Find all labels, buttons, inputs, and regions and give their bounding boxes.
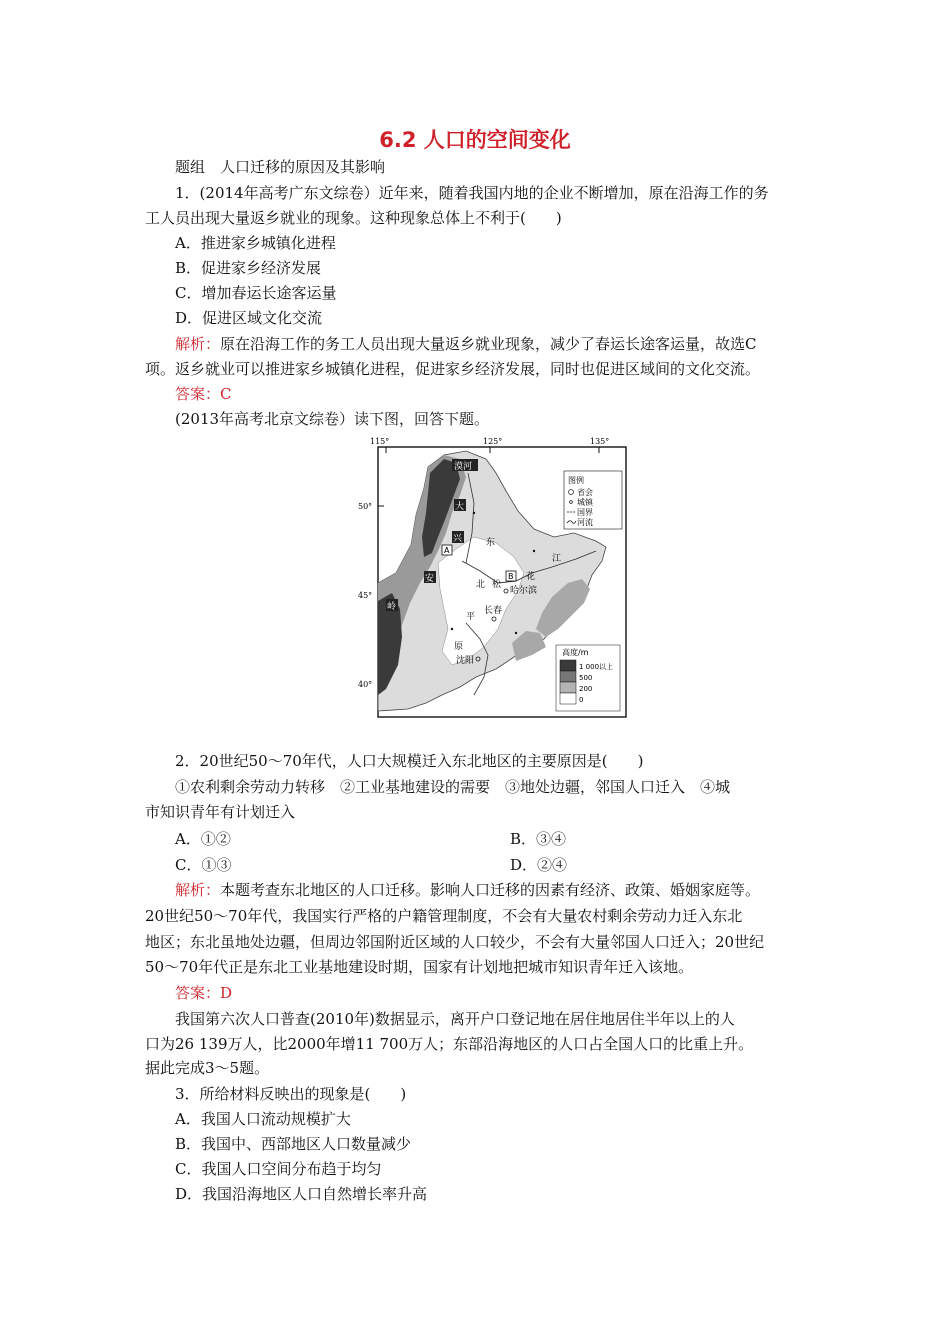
q3-stem: 3．所给材料反映出的现象是( ): [175, 1085, 407, 1103]
lat-label-45: 45°: [358, 591, 373, 600]
q2-analysis-line2: 20世纪50～70年代，我国实行严格的户籍管理制度，不会有大量农村剩余劳动力迁入东北: [145, 907, 743, 925]
section-heading: 题组 人口迁移的原因及其影响: [175, 158, 386, 176]
q1-answer: 答案：C: [175, 385, 232, 403]
lon-label-135: 135°: [590, 437, 610, 446]
label-shenyang: 沈阳: [456, 656, 475, 666]
label-an: 安: [425, 574, 435, 584]
lon-label-115: 115°: [370, 437, 390, 446]
label-ling: 岭: [387, 602, 397, 612]
lat-label-50: 50°: [358, 502, 373, 511]
analysis-label: 解析：: [175, 335, 221, 353]
q1-stem-line2: 工人员出现大量返乡就业的现象。这种现象总体上不利于( ): [145, 209, 562, 227]
q2-analysis-line4: 50～70年代正是东北工业基地建设时期，国家有计划地把城市知识青年迁入该地。: [145, 958, 694, 976]
q1-option-b: B．促进家乡经济发展: [175, 259, 322, 277]
lon-label-125: 125°: [483, 437, 503, 446]
label-ping: 平: [466, 612, 476, 622]
q3-option-a: A．我国人口流动规模扩大: [175, 1110, 351, 1128]
q2-analysis-line3: 地区；东北虽地处边疆，但周边邻国附近区域的人口较少，不会有大量邻国人口迁入；20世纪: [145, 933, 765, 951]
elev-swatch-1000: [560, 660, 576, 671]
lat-label-40: 40°: [358, 680, 373, 689]
q2-analysis-line1: [175, 880, 760, 900]
analysis-text: 本题考查东北地区的人口迁移。影响人口迁移的因素有经济、政策、婚姻家庭等。: [220, 881, 761, 899]
elev-label-500: 500: [579, 674, 593, 682]
label-harbin: 哈尔滨: [510, 586, 538, 596]
q1-analysis-line2: 项。返乡就业可以推进家乡城镇化进程，促进家乡经济发展，同时也促进区域间的文化交流。: [145, 360, 761, 378]
label-mohe: 漠河: [454, 462, 473, 472]
elev-label-200: 200: [579, 685, 593, 693]
elev-swatch-500: [560, 671, 576, 682]
northeast-china-map: [356, 433, 636, 723]
label-jiang: 江: [552, 554, 562, 564]
legend-town: 城镇: [577, 498, 593, 507]
legend-capital: 省会: [577, 488, 593, 497]
passage-line3: 据此完成3～5题。: [145, 1059, 270, 1077]
legend-border: 国界: [577, 508, 593, 517]
q3-option-b: B．我国中、西部地区人口数量减少: [175, 1135, 412, 1153]
label-yuan: 原: [454, 642, 464, 652]
q2-choices-line1: ①农利剩余劳动力转移 ②工业基地建设的需要 ③地处边疆，邻国人口迁入 ④城: [175, 778, 731, 796]
label-changchun: 长春: [484, 606, 503, 616]
analysis-text: 原在沿海工作的务工人员出现大量返乡就业现象，减少了春运长途客运量，故选C: [220, 335, 757, 353]
q2-option-c: C．①③: [175, 856, 232, 874]
q1-option-d: D．促进区域文化交流: [175, 309, 323, 327]
q1-stem-line1: 1．(2014年高考广东文综卷）近年来，随着我国内地的企业不断增加，原在沿海工作的务: [175, 184, 769, 202]
q2-choices-line2: 市知识青年有计划迁入: [145, 803, 296, 821]
legend-river: 河流: [577, 518, 593, 527]
passage-line1: 我国第六次人口普查(2010年)数据显示，离开户口登记地在居住地居住半年以上的人: [175, 1010, 735, 1028]
q1-option-a: A．推进家乡城镇化进程: [175, 234, 336, 252]
label-song: 松: [492, 580, 502, 590]
q2-stem: 2．20世纪50～70年代，人口大规模迁入东北地区的主要原因是( ): [175, 752, 644, 770]
label-xing: 兴: [453, 534, 463, 544]
label-point-b: B: [508, 572, 514, 581]
label-bei: 北: [476, 580, 486, 590]
page-title: 6.2 人口的空间变化: [379, 128, 571, 152]
label-point-a: A: [444, 546, 450, 555]
elev-label-1000: 1 000以上: [579, 663, 614, 671]
q2-option-b: B．③④: [510, 830, 567, 848]
q2-option-a: A．①②: [175, 830, 231, 848]
q1-analysis-line1: [175, 334, 757, 354]
map-intro: (2013年高考北京文综卷）读下图，回答下题。: [175, 410, 490, 428]
elev-swatch-200: [560, 682, 576, 693]
label-dong: 东: [486, 538, 496, 548]
legend-title: 图例: [568, 476, 584, 485]
label-da: 大: [455, 502, 465, 512]
elev-legend-title: 高度/m: [562, 648, 589, 657]
q2-answer: 答案：D: [175, 984, 233, 1002]
q1-option-c: C．增加春运长途客运量: [175, 284, 337, 302]
passage-line2: 口为26 139万人，比2000年增11 700万人；东部沿海地区的人口占全国人口的比重上升。: [145, 1035, 754, 1053]
q3-option-c: C．我国人口空间分布趋于均匀: [175, 1160, 382, 1178]
elev-label-0: 0: [579, 696, 584, 704]
elev-swatch-0: [560, 693, 576, 704]
q2-option-d: D．②④: [510, 856, 568, 874]
label-hua: 花: [526, 572, 536, 582]
q3-option-d: D．我国沿海地区人口自然增长率升高: [175, 1185, 428, 1203]
analysis-label: 解析：: [175, 881, 221, 899]
